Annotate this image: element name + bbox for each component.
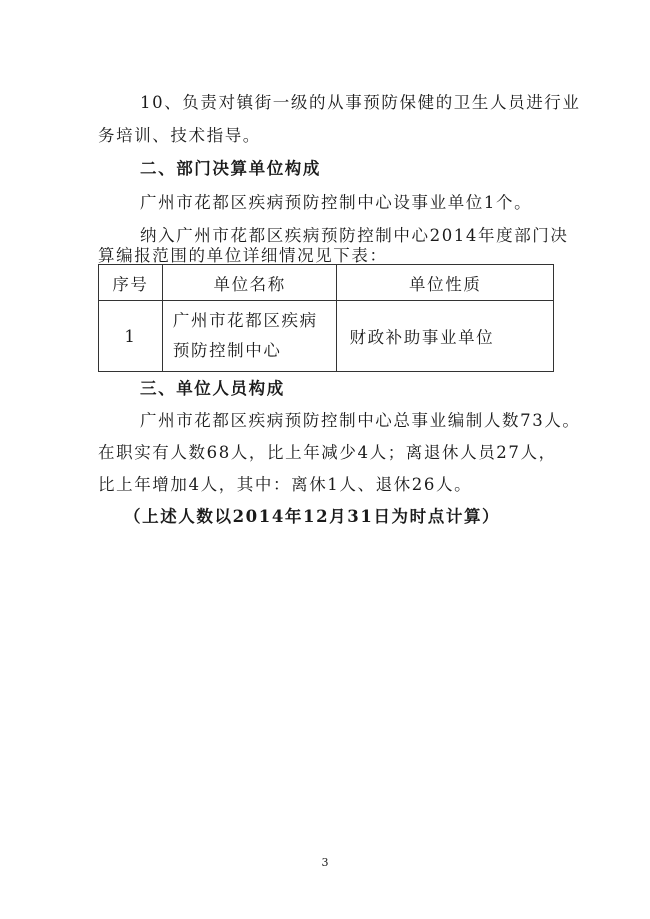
item-10-line-2: 务培训、技术指导。 (98, 126, 261, 145)
cell-unit-name: 广州市花都区疾病预防控制中心 (162, 301, 337, 372)
page-number: 3 (321, 856, 329, 869)
table-header-row (99, 265, 554, 301)
section-3-line-2: 在职实有人数68人，比上年减少4人；离退休人员27人， (98, 443, 557, 462)
cell-index: 1 (99, 301, 163, 372)
cell-unit-type: 财政补助事业单位 (337, 301, 554, 372)
unit-table (98, 264, 554, 372)
section-2-paragraph-1: 广州市花都区疾病预防控制中心设事业单位1个。 (140, 193, 533, 212)
section-3-note: （上述人数以2014年12月31日为时点计算） (124, 507, 501, 526)
header-index: 序号 (99, 265, 163, 301)
section-3-line-1: 广州市花都区疾病预防控制中心总事业编制人数73人。 (140, 411, 581, 430)
section-2-paragraph-2-line-2: 算编报范围的单位详细情况见下表： (98, 246, 388, 265)
section-2-heading: 二、部门决算单位构成 (140, 159, 321, 178)
table-row (99, 301, 554, 372)
section-3-heading: 三、单位人员构成 (140, 379, 285, 398)
section-3-line-3: 比上年增加4人，其中：离休1人、退休26人。 (98, 475, 473, 494)
header-unit-type: 单位性质 (337, 265, 554, 301)
header-unit-name: 单位名称 (162, 265, 337, 301)
item-10-line-1: 10、负责对镇街一级的从事预防保健的卫生人员进行业 (140, 93, 581, 112)
section-2-paragraph-2-line-1: 纳入广州市花都区疾病预防控制中心2014年度部门决 (140, 226, 569, 245)
